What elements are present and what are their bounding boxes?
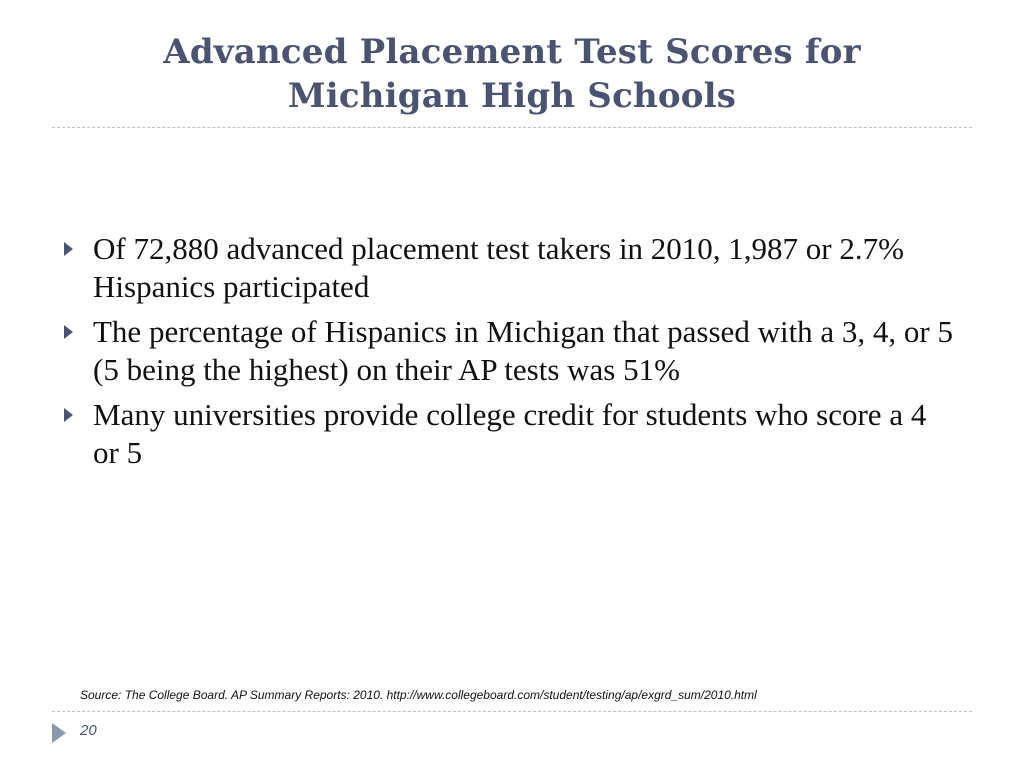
footer-divider xyxy=(52,711,972,712)
bullet-list xyxy=(58,230,958,479)
bullet-item xyxy=(58,396,958,472)
bullet-item xyxy=(58,230,958,306)
triangle-right-icon xyxy=(64,242,73,256)
slide-title-line-2: Michigan High Schools xyxy=(287,76,737,116)
bullet-item xyxy=(58,313,958,389)
bullet-text: The percentage of Hispanics in Michigan that passed with a 3, 4, or 5 (5 being the highest) on their AP tests was 51% xyxy=(93,314,954,387)
triangle-right-icon xyxy=(64,408,73,422)
source-citation: Source: The College Board. AP Summary Reports: 2010. http://www.collegeboard.com/student/testing/ap/exgrd_sum/2010.html xyxy=(80,688,757,702)
slide-title-line-1: Advanced Placement Test Scores for xyxy=(163,32,861,72)
title-divider xyxy=(52,127,972,128)
slide-title xyxy=(60,30,964,118)
triangle-right-icon xyxy=(64,325,73,339)
bullet-text: Many universities provide college credit for students who score a 4 or 5 xyxy=(93,397,927,470)
bullet-text: Of 72,880 advanced placement test takers in 2010, 1,987 or 2.7% Hispanics participated xyxy=(93,231,904,304)
footer-triangle-icon xyxy=(52,723,66,743)
slide-number: 20 xyxy=(80,722,97,739)
